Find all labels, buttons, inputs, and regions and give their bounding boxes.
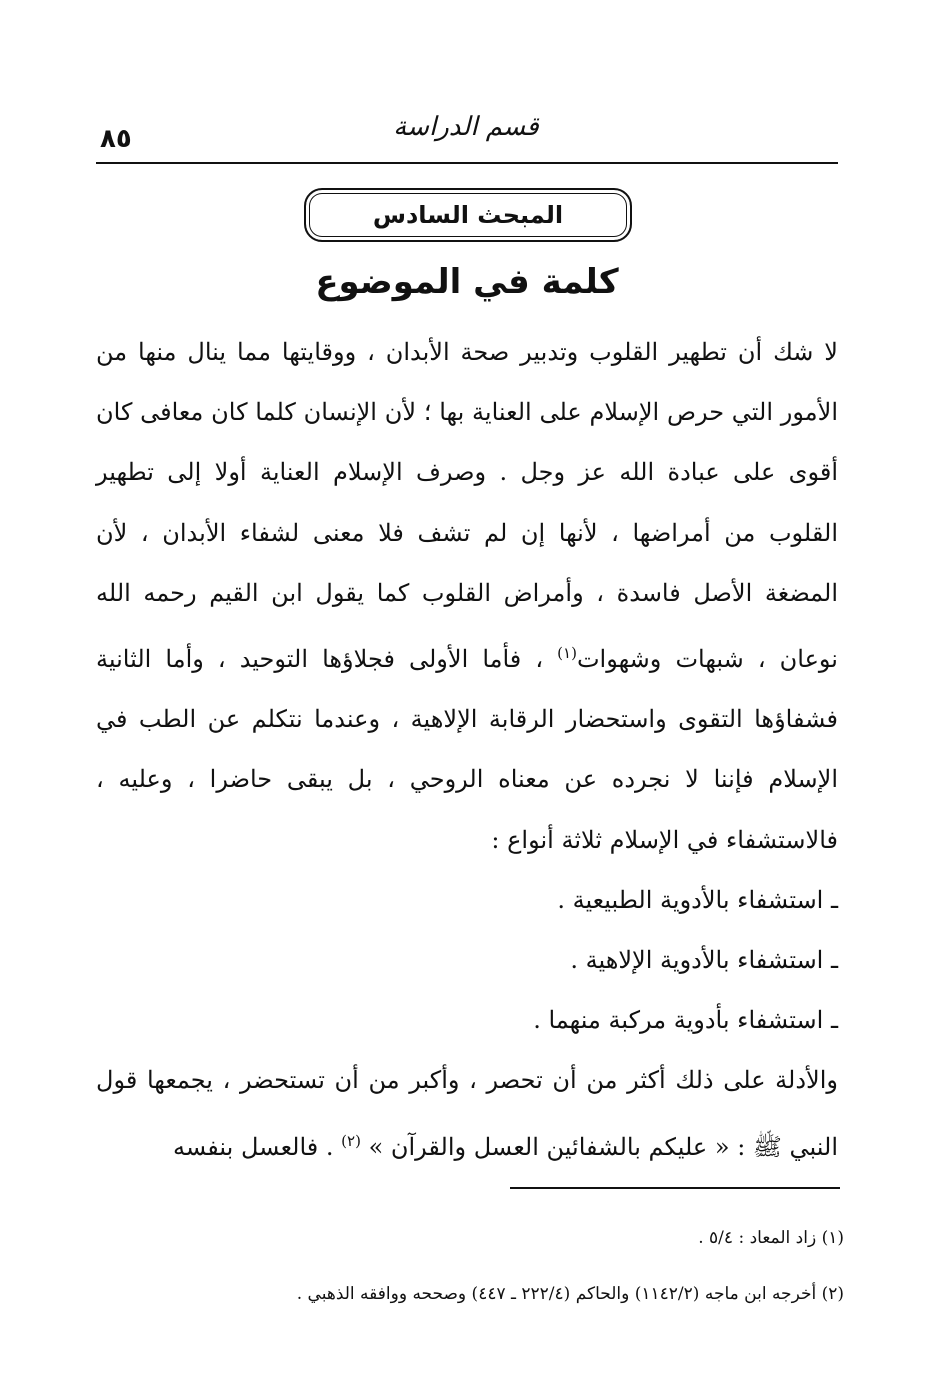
paragraph-text: ، فأما الأولى فجلاؤها التوحيد ، وأما الثانية فشفاؤها التقوى واستحضار الرقابة الإلاهية ، وعندما نتكلم عن الطب في الإسلام فإننا لا نجرده عن معناه الروحي ، بل يبقى حاضرا ، وعليه ، فالاستشفاء في الإسلام ثلاثة أنواع : bbox=[96, 645, 838, 854]
paragraph-text: لا شك أن تطهير القلوب وتدبير صحة الأبدان ، ووقايتها مما ينال منها من الأمور التي حرص الإسلام على العناية بها ؛ لأن الإنسان كلما كان معافى كان أقوى على عبادة الله عز وجل . وصرف الإسلام العناية أولا إلى تطهير القلوب من أمراضها ، لأنها إن لم تشف فلا معنى لشفاء الأبدان ، لأن المضغة الأصل فاسدة ، وأمراض القلوب كما يقول ابن القيم رحمه الله نوعان ، شبهات وشهوات bbox=[96, 338, 838, 674]
footnote-ref: (٢) bbox=[341, 1131, 361, 1150]
footnote-separator bbox=[510, 1187, 840, 1189]
list-item: ـ استشفاء بالأدوية الإلاهية . bbox=[570, 946, 838, 975]
header-rule bbox=[96, 162, 838, 164]
footnote: (٢) أخرجه ابن ماجه (١١٤٢/٢) والحاكم (٢٢٢/٤ ـ ٤٤٧) وصححه ووافقه الذهبي . bbox=[296, 1284, 844, 1304]
paragraph bbox=[96, 1050, 838, 1176]
list-item: ـ استشفاء بالأدوية الطبيعية . bbox=[557, 885, 838, 914]
section-title: المبحث السادس bbox=[372, 201, 564, 229]
body-text bbox=[96, 322, 838, 1177]
list-item: ـ استشفاء بأدوية مركبة منهما . bbox=[533, 1006, 838, 1035]
footnote: (١) زاد المعاد : ٥/٤ . bbox=[698, 1228, 844, 1248]
footnotes bbox=[96, 1210, 844, 1322]
page-number: ٨٥ bbox=[100, 124, 132, 154]
chapter-heading: كلمة في الموضوع bbox=[315, 262, 619, 302]
paragraph-text: والأدلة على ذلك أكثر من أن تحصر ، وأكبر من أن تستحضر ، يجمعها قول النبي ﷺ : « عليكم بالشفائين العسل والقرآن » bbox=[96, 1066, 838, 1161]
paragraph bbox=[96, 322, 838, 870]
footnote-ref: (١) bbox=[557, 644, 577, 663]
page-header bbox=[96, 112, 838, 164]
section-title-frame bbox=[304, 188, 632, 242]
paragraph-text: . فالعسل بنفسه bbox=[173, 1132, 342, 1161]
running-title: قسم الدراسة bbox=[393, 112, 539, 142]
